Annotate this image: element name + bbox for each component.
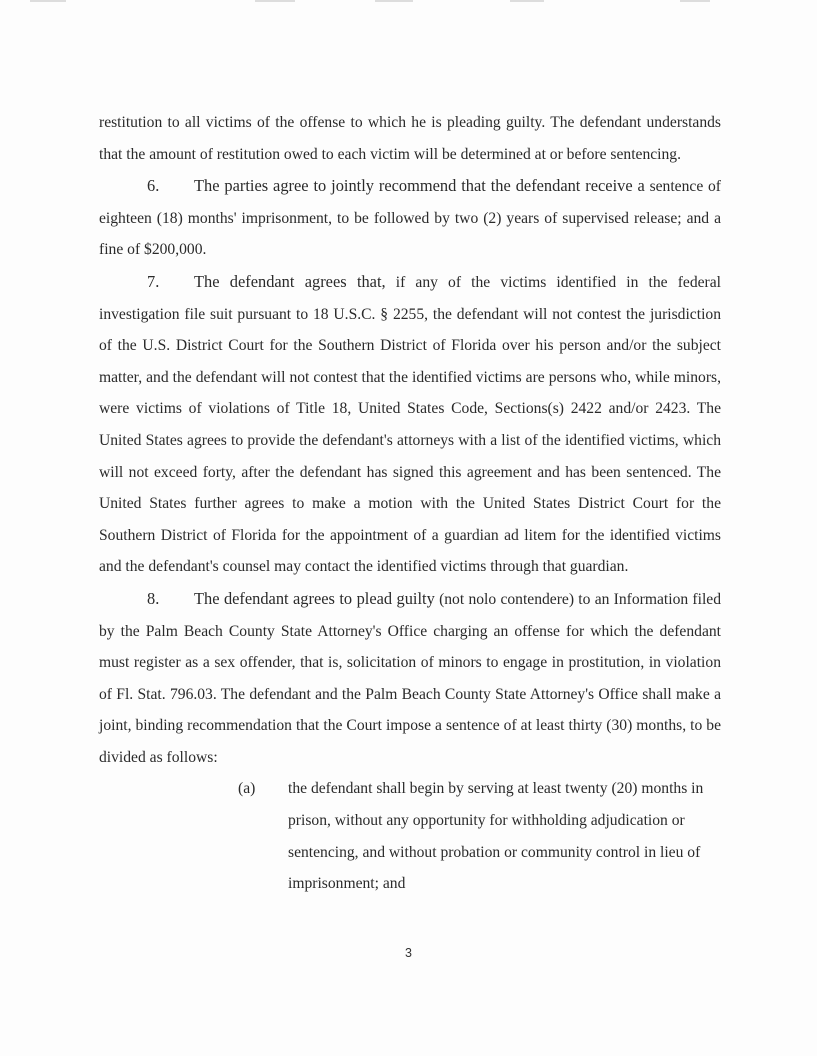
paragraph-number: 7.	[147, 271, 160, 291]
scan-edge-mark	[680, 0, 710, 2]
paragraph-lead: The parties agree to jointly recommend that the defendant receive a	[194, 176, 645, 196]
paragraph-text: sentence of eighteen (18) months' imprisonment, to be followed by two (2) years of supervised release; and a fine of $200,000.	[99, 178, 721, 259]
continuation-paragraph: restitution to all victims of the offense to which he is pleading guilty. The defendant understands that the amount of restitution owed to each victim will be determined at or before sentencing.	[99, 114, 721, 163]
sub-item-a	[238, 773, 721, 899]
page-number: 3	[405, 946, 412, 960]
paragraph-8	[99, 583, 721, 774]
sub-item-text: the defendant shall begin by serving at least twenty (20) months in prison, without any opportunity for withholding adjudication or sentencing, and without probation or community control in lieu of imprisonment; and	[288, 780, 704, 893]
paragraph-number: 8.	[147, 588, 160, 608]
paragraph-lead: The defendant agrees that,	[194, 271, 386, 291]
sub-item-label: (a)	[238, 780, 256, 798]
paragraph-text: if any of the victims identified in the federal investigation file suit pursuant to 18 U.S.C. § 2255, the defendant will not contest the jurisdiction of the U.S. District Court for the Southern District of Florida over his person and/or the subject matter, and the defendant will not contest that the identified victims are persons who, while minors, were victims of violations of Title 18, United States Code, Sections(s) 2422 and/or 2423. The United States agrees to provide the defendant's attorneys with a list of the identified victims, which will not exceed forty, after the defendant has signed this agreement and has been sentenced. The United States further agrees to make a motion with the United States District Court for the Southern District of Florida for the appointment of a guardian ad litem for the identified victims and the defendant's counsel may contact the identified victims through that guardian.	[99, 273, 721, 576]
paragraph-6	[99, 170, 721, 266]
scan-edge-mark	[255, 0, 295, 2]
paragraph-7	[99, 266, 721, 583]
scan-edge-mark	[510, 0, 544, 2]
document-body	[99, 107, 721, 900]
scan-edge-mark	[375, 0, 413, 2]
paragraph-text: (not nolo contendere) to an Information filed by the Palm Beach County State Attorney's Office charging an offense for which the defendant must register as a sex offender, that is, solicitation of minors to engage in prostitution, in violation of Fl. Stat. 796.03. The defendant and the Palm Beach County State Attorney's Office shall make a joint, binding recommendation that the Court impose a sentence of at least thirty (30) months, to be divided as follows:	[99, 590, 722, 766]
paragraph-number: 6.	[147, 176, 160, 196]
scan-edge-mark	[30, 0, 66, 2]
paragraph-lead: The defendant agrees to plead guilty	[194, 588, 435, 608]
